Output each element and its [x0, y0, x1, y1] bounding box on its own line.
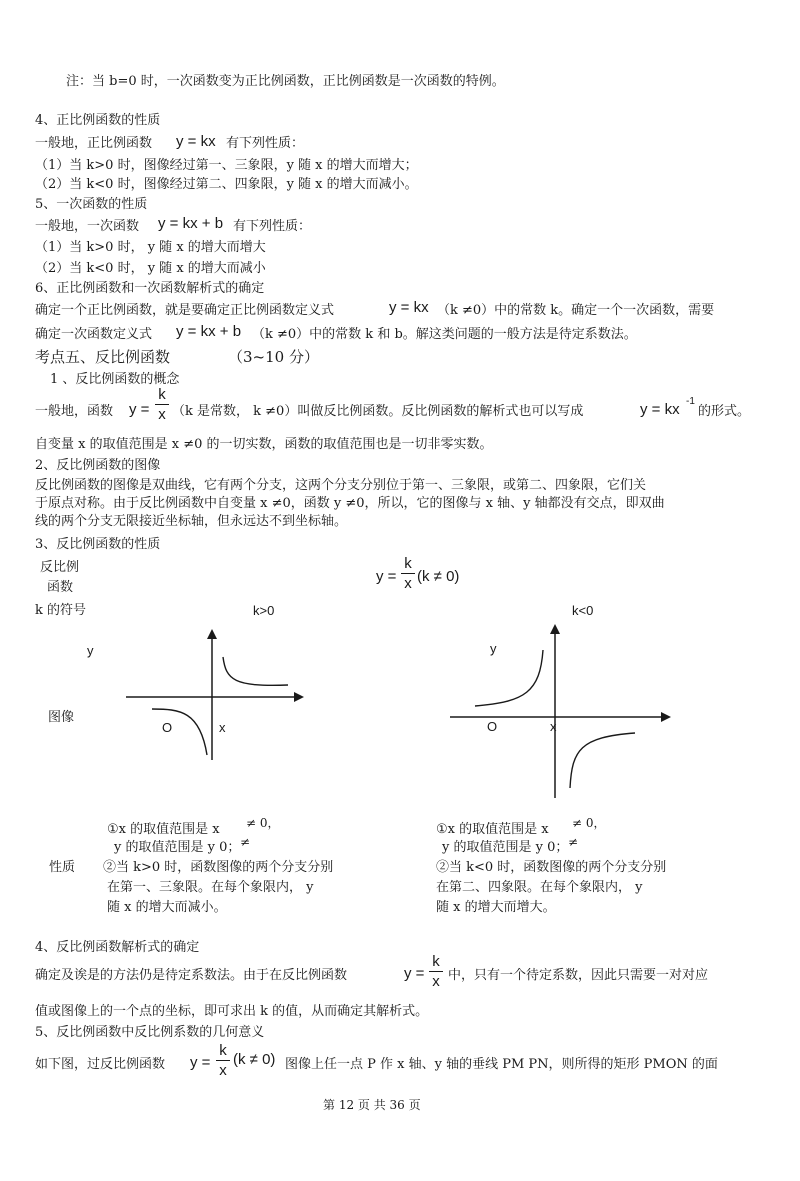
- formula: y = kx: [389, 299, 429, 316]
- section-heading: 3、反比例函数的性质: [35, 537, 161, 552]
- topic-heading: 考点五、反比例函数: [35, 348, 171, 366]
- property-line: 在第二、四象限。在每个象限内， y: [436, 880, 643, 895]
- property-line: ②当 k>0 时，函数图像的两个分支分别: [103, 860, 334, 875]
- property-line: ≠: [568, 835, 579, 849]
- property-line: ≠: [240, 835, 251, 849]
- formula-lhs: y =: [129, 401, 150, 418]
- property-line: ②当 k<0 时，函数图像的两个分支分别: [436, 860, 667, 875]
- section-heading: 5、反比例函数中反比例系数的几何意义: [35, 1025, 265, 1040]
- fraction: [155, 386, 169, 423]
- formula-lhs: y =: [376, 568, 397, 585]
- body-text: 确定一次函数定义式: [35, 327, 153, 342]
- graph-k-negative: [445, 620, 675, 800]
- body-text: （k 是常数， k ≠0）叫做反比例函数。反比例函数的解析式也可以写成: [172, 404, 584, 419]
- denominator: x: [219, 1062, 227, 1079]
- body-text: 自变量 x 的取值范围是 x ≠0 的一切实数，函数的取值范围也是一切非零实数。: [35, 437, 493, 452]
- k-negative-header: k<0: [572, 603, 594, 618]
- body-text: 图像上任一点 P 作 x 轴、y 轴的垂线 PM PN，则所得的矩形 PMON 的面: [285, 1057, 718, 1072]
- formula-lhs: y =: [404, 965, 425, 982]
- table-label: 性质: [49, 860, 76, 875]
- property-line: 在第一、三象限。在每个象限内， y: [107, 880, 314, 895]
- body-text: 一般地，函数: [35, 404, 114, 419]
- property-line: （1）当 k>0 时， y 随 x 的增大而增大: [35, 240, 266, 255]
- body-text: 如下图，过反比例函数: [35, 1057, 166, 1072]
- formula: y = kx + b: [176, 323, 242, 340]
- numerator: k: [158, 386, 166, 403]
- exponent: -1: [686, 396, 695, 407]
- formula: y = kx + b: [158, 215, 224, 232]
- property-line: ≠ 0，: [246, 816, 280, 830]
- axis-x-label: x: [550, 719, 557, 734]
- body-text: 中，只有一个待定系数，因此只需要一对对应: [448, 968, 709, 983]
- fraction: [429, 953, 443, 990]
- denominator: x: [158, 406, 166, 423]
- fraction: [216, 1042, 230, 1079]
- body-text: （k ≠0）中的常数 k。确定一个一次函数，需要: [437, 303, 715, 318]
- body-text: 线的两个分支无限接近坐标轴，但永远达不到坐标轴。: [35, 514, 348, 529]
- section-heading: 4、反比例函数解析式的确定: [35, 940, 200, 955]
- note-line: 注：当 b=0 时，一次函数变为正比例函数，正比例函数是一次函数的特例。: [66, 74, 505, 89]
- numerator: k: [432, 953, 440, 970]
- fraction-bar: [401, 573, 415, 574]
- property-line: ≠ 0，: [572, 816, 606, 830]
- intro-text: 一般地，一次函数: [35, 219, 140, 234]
- body-text: 确定及诶是的方法仍是待定系数法。由于在反比例函数: [35, 968, 348, 983]
- table-label: k 的符号: [35, 603, 87, 618]
- section-heading: 1 、反比例函数的概念: [50, 372, 180, 387]
- property-line: （2）当 k<0 时，图像经过第二、四象限，y 随 x 的增大而减小。: [35, 177, 418, 192]
- fraction: [401, 555, 415, 592]
- property-line: （1）当 k>0 时，图像经过第一、三象限，y 随 x 的增大而增大；: [35, 158, 418, 173]
- origin-label: O: [162, 720, 173, 735]
- section-heading: 5、一次函数的性质: [35, 197, 148, 212]
- origin-label: O: [487, 719, 498, 734]
- fraction-bar: [429, 971, 443, 972]
- graph-k-positive: [110, 625, 310, 765]
- table-label: 函数: [47, 580, 74, 595]
- property-line: （2）当 k<0 时， y 随 x 的增大而减小: [35, 261, 266, 276]
- table-label: 图像: [48, 710, 75, 725]
- formula: y = kx: [640, 401, 680, 418]
- body-text: 于原点对称。由于反比例函数中自变量 x ≠0，函数 y ≠0，所以，它的图像与 x 轴、y 轴都没有交点，即双曲: [35, 496, 665, 511]
- formula: y = kx: [176, 133, 216, 150]
- axis-x-label: x: [219, 720, 226, 735]
- section-heading: 2、反比例函数的图像: [35, 458, 161, 473]
- body-text: 的形式。: [698, 404, 751, 419]
- intro-text: 有下列性质：: [233, 219, 312, 234]
- section-heading: 6、正比例函数和一次函数解析式的确定: [35, 281, 265, 296]
- property-line: 随 x 的增大而增大。: [436, 900, 556, 915]
- denominator: x: [404, 575, 412, 592]
- denominator: x: [432, 973, 440, 990]
- formula-lhs: y =: [190, 1054, 211, 1071]
- body-text: 值或图像上的一个点的坐标，即可求出 k 的值，从而确定其解析式。: [35, 1004, 429, 1019]
- topic-score: （3~10 分）: [228, 348, 319, 366]
- fraction-bar: [216, 1060, 230, 1061]
- numerator: k: [219, 1042, 227, 1059]
- property-line: y 的取值范围是 y 0；: [114, 840, 241, 855]
- page-footer: 第 12 页 共 36 页: [323, 1098, 421, 1112]
- property-line: ①x 的取值范围是 x: [436, 822, 549, 837]
- property-line: y 的取值范围是 y 0；: [442, 840, 569, 855]
- body-text: 确定一个正比例函数，就是要确定正比例函数定义式: [35, 303, 335, 318]
- formula-condition: (k ≠ 0): [233, 1051, 276, 1068]
- axis-y-label: y: [490, 641, 497, 656]
- intro-text: 一般地，正比例函数: [35, 136, 153, 151]
- body-text: （k ≠0）中的常数 k 和 b。解这类问题的一般方法是待定系数法。: [252, 327, 637, 342]
- formula-condition: (k ≠ 0): [417, 568, 460, 585]
- numerator: k: [404, 555, 412, 572]
- fraction-bar: [155, 404, 169, 405]
- body-text: 反比例函数的图像是双曲线，它有两个分支，这两个分支分别位于第一、三象限，或第二、四象限，它们关: [35, 478, 647, 493]
- section-heading: 4、正比例函数的性质: [35, 113, 161, 128]
- intro-text: 有下列性质：: [226, 136, 305, 151]
- property-line: 随 x 的增大而减小。: [107, 900, 227, 915]
- k-positive-header: k>0: [253, 603, 275, 618]
- table-label: 反比例: [40, 560, 80, 575]
- axis-y-label: y: [87, 643, 94, 658]
- property-line: ①x 的取值范围是 x: [107, 822, 220, 837]
